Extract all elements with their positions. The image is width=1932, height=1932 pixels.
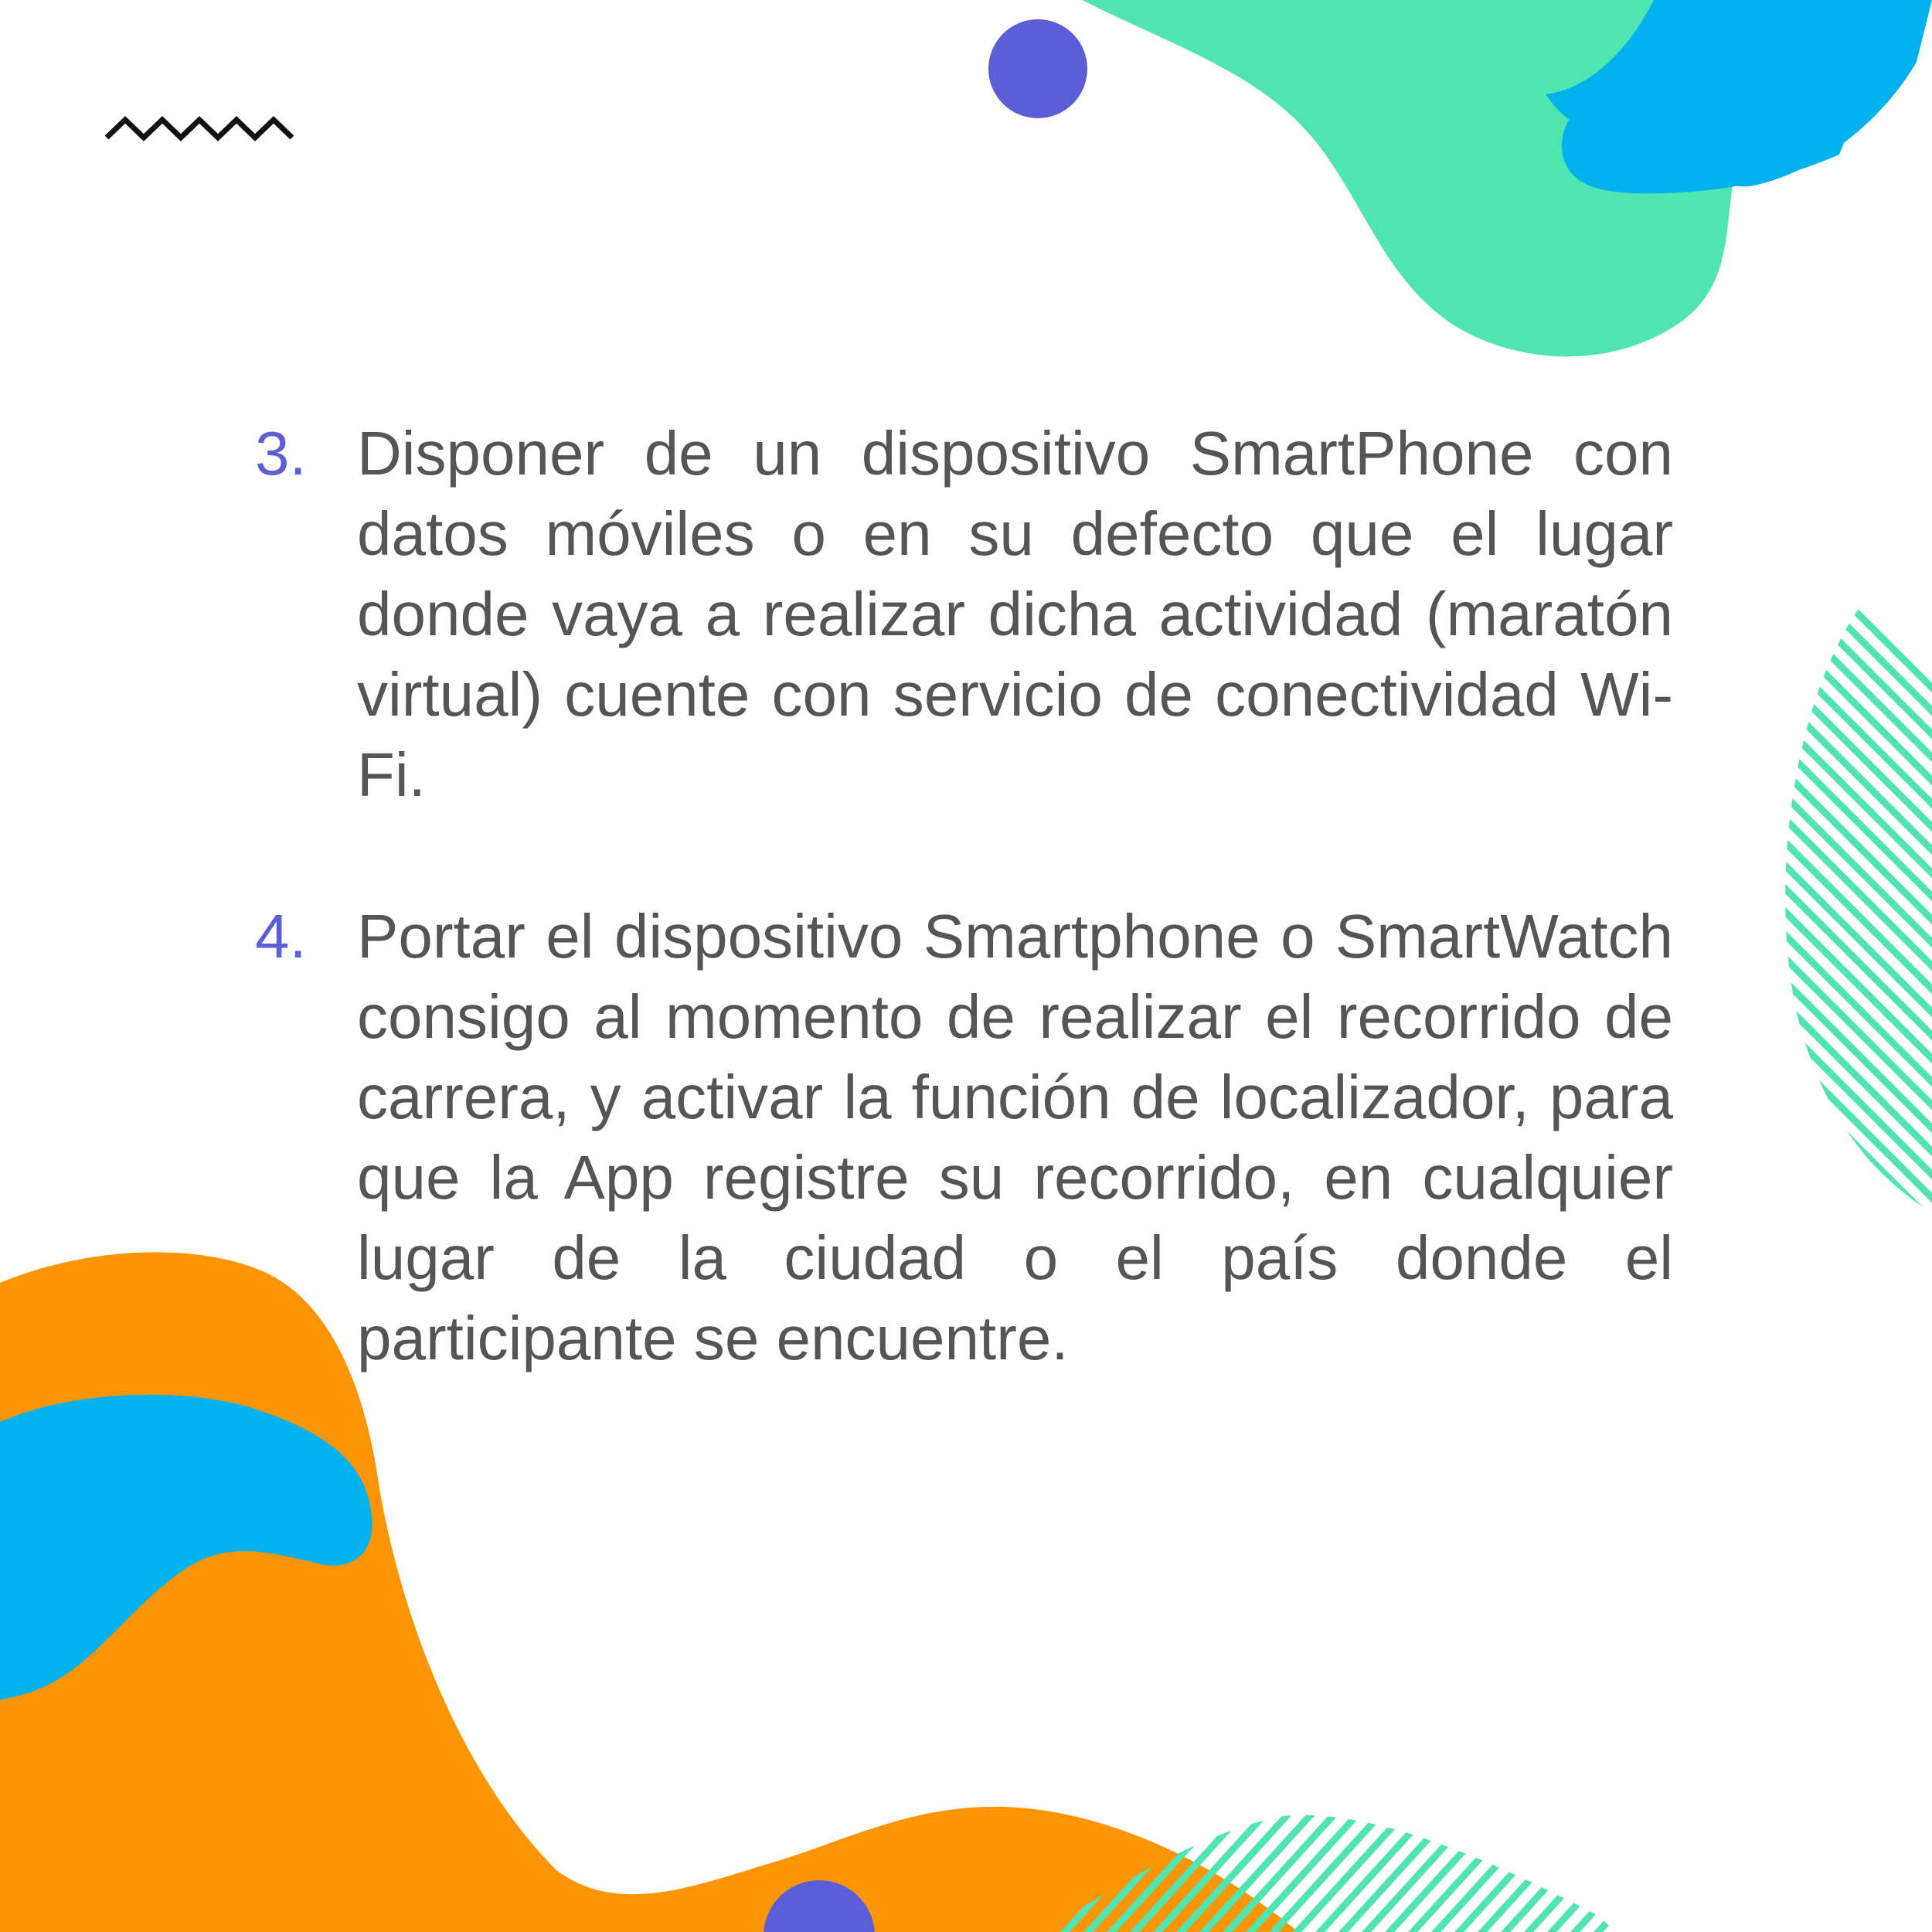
- list-item: [255, 896, 1673, 1379]
- indigo-dot-top: [988, 19, 1087, 118]
- item-number: 3.: [255, 419, 307, 488]
- item-text: Disponer de un dispositivo SmartPhone con datos móviles o en su defecto que el lugar donde vaya a realizar dicha actividad (maratón virtual) cuente con servicio de conectividad Wi-Fi.: [357, 419, 1673, 809]
- item-number: 4.: [255, 902, 307, 971]
- list-item: [255, 413, 1673, 815]
- zigzag-icon: [107, 120, 292, 138]
- requirements-list: [255, 413, 1673, 1460]
- item-text: Portar el dispositivo Smartphone o SmartWatch consigo al momento de realizar el recorrido de carrera, y activar la función de localizador, para que la App registre su recorrido, en cualquier lugar de la ciudad o el país donde el participante se encuentre.: [357, 902, 1673, 1372]
- green-stripes-right: [1739, 495, 1932, 1314]
